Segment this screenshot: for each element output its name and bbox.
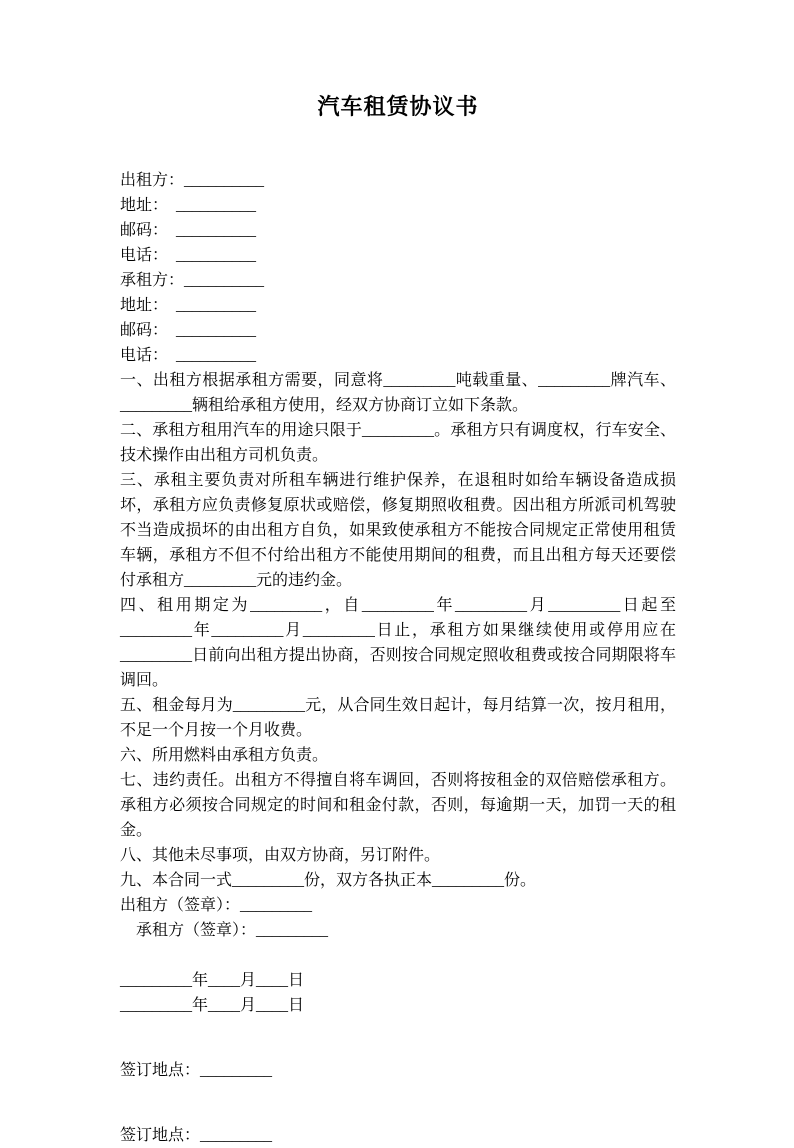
date-line-lessee: _________年____月____日 (120, 997, 305, 1014)
field-lessee-address: 地址： __________ (120, 297, 257, 314)
clause-6: 六、所用燃料由承租方负责。 (120, 747, 329, 764)
clause-4: 四、租用期定为_________，自_________年_________月_________日起至_________年_________月_________日止，承租方如果继续使用或停用应在_________日前向出租方提出协商，否则按合同规定照收租费或按合同期限将车调回。 (120, 597, 676, 689)
field-lessor: 出租方：__________ (120, 172, 265, 189)
signature-lessor: 出租方（签章）：_________ (120, 897, 313, 914)
field-lessor-zipcode: 邮码： __________ (120, 222, 257, 239)
signature-lessee: 承租方（签章）：_________ (136, 922, 329, 939)
clause-7: 七、违约责任。出租方不得擅自将车调回，否则将按租金的双倍赔偿承租方。承租方必须按合同规定的时间和租金付款，否则，每逾期一天，加罚一天的租金。 (120, 772, 676, 839)
field-lessee: 承租方：__________ (120, 272, 265, 289)
spacer (120, 943, 676, 968)
field-lessee-phone: 电话： __________ (120, 347, 257, 364)
clause-5: 五、租金每月为_________元，从合同生效日起计，每月结算一次，按月租用，不足一个月按一个月收费。 (120, 697, 676, 739)
date-line-lessor: _________年____月____日 (120, 972, 305, 989)
clause-9: 九、本合同一式_________份，双方各执正本_________份。 (120, 872, 537, 889)
field-lessor-phone: 电话： __________ (120, 247, 257, 264)
signing-place-2: 签订地点：_________ (120, 1127, 273, 1144)
clause-2: 二、承租方租用汽车的用途只限于_________。承租方只有调度权，行车安全、技术操作由出租方司机负责。 (120, 422, 676, 464)
clause-3: 三、承租主要负责对所租车辆进行维护保养，在退租时如给车辆设备造成损坏，承租方应负责修复原状或赔偿，修复期照收租费。因出租方所派司机驾驶不当造成损坏的由出租方自负，如果致使承租方不能按合同规定正常使用租赁车辆，承租方不但不付给出租方不能使用期间的租费，而且出租方每天还要偿付承租方_________元的违约金。 (120, 472, 676, 589)
signing-place-1: 签订地点：_________ (120, 1062, 273, 1079)
clause-8: 八、其他未尽事项，由双方协商，另订附件。 (120, 847, 441, 864)
field-lessee-zipcode: 邮码： __________ (120, 322, 257, 339)
document-title: 汽车租赁协议书 (317, 94, 479, 119)
clause-1: 一、出租方根据承租方需要，同意将_________吨载重量、_________牌汽车、_________辆租给承租方使用，经双方协商订立如下条款。 (120, 372, 676, 414)
field-lessor-address: 地址： __________ (120, 197, 257, 214)
